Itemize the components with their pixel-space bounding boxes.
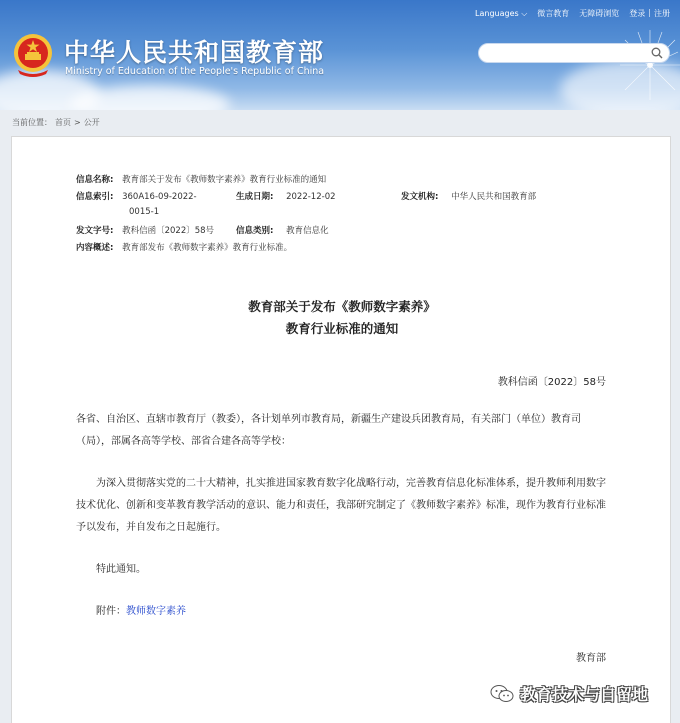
top-utility-bar <box>475 8 670 19</box>
meta-date-label: 生成日期: <box>236 192 274 202</box>
meta-category-value: 教育信息化 <box>286 226 329 236</box>
topbar-separator: | <box>648 8 651 17</box>
site-title-english: Ministry of Education of the People's Republic of China <box>65 66 325 77</box>
register-link[interactable]: 注册 <box>654 9 670 18</box>
chevron-down-icon: ⌵ <box>521 8 528 18</box>
languages-menu[interactable] <box>475 9 527 19</box>
document-title-line1: 教育部关于发布《教师数字素养》 <box>248 299 436 314</box>
search-input[interactable] <box>489 48 649 66</box>
meta-issuer-label: 发文机构: <box>401 192 439 202</box>
meta-name-value: 教育部关于发布《教师数字素养》教育行业标准的通知 <box>122 175 327 185</box>
document-number: 教科信函〔2022〕58号 <box>497 377 606 388</box>
breadcrumb-home-link[interactable]: 首页 <box>55 118 71 127</box>
login-link[interactable]: 登录 <box>629 9 646 18</box>
article-card <box>11 136 671 723</box>
attachment-link[interactable]: 教师数字素养 <box>126 606 186 617</box>
languages-label: Languages <box>475 8 519 18</box>
breadcrumb <box>12 117 100 128</box>
search-icon[interactable] <box>651 47 663 59</box>
document-title-line2: 教育行业标准的通知 <box>285 321 399 336</box>
site-header <box>0 0 680 110</box>
meta-index-value: 360A16-09-2022- <box>122 192 197 202</box>
meta-docno-value: 教科信函〔2022〕58号 <box>122 226 215 236</box>
signature: 教育部 <box>576 653 606 664</box>
watermark-text: 教育技术与自留地 <box>520 685 649 704</box>
meta-issuer-value: 中华人民共和国教育部 <box>451 192 537 202</box>
attachment-row <box>76 601 608 623</box>
attachment-label: 附件： <box>76 606 126 617</box>
meta-summary-label: 内容概述: <box>76 243 114 253</box>
notice-paragraph: 特此通知。 <box>76 564 146 575</box>
meta-docno-label: 发文字号: <box>76 226 114 236</box>
breadcrumb-current-link[interactable]: 公开 <box>83 118 100 127</box>
body-paragraph: 为深入贯彻落实党的二十大精神，扎实推进国家教育数字化战略行动，完善教育信息化标准体系，提升教师利用数字技术优化、创新和变革教育教学活动的意识、能力和责任，我部研究制定了《教师数字素养》标准，现作为教育行业标准予以发布，并自发布之日起施行。 <box>76 478 606 533</box>
addressee-paragraph: 各省、自治区、直辖市教育厅（教委），各计划单列市教育局，新疆生产建设兵团教育局，有关部门（单位）教育司（局），部属各高等学校、部省合建各高等学校： <box>76 414 581 447</box>
search-box <box>478 43 670 63</box>
meta-category-label: 信息类别: <box>236 226 274 236</box>
accessibility-link[interactable]: 无障碍浏览 <box>579 9 620 18</box>
meta-name-label: 信息名称: <box>76 175 114 185</box>
wechat-watermark <box>490 682 648 705</box>
meta-index-value-cont: 0015-1 <box>129 207 160 217</box>
breadcrumb-prefix: 当前位置： <box>12 118 52 127</box>
national-emblem-icon[interactable] <box>12 32 54 78</box>
site-title-chinese[interactable]: 中华人民共和国教育部 <box>64 38 325 67</box>
wechat-icon <box>490 684 514 704</box>
meta-date-value: 2022-12-02 <box>286 192 336 202</box>
weibo-link[interactable]: 微言教育 <box>537 9 570 18</box>
meta-summary-value: 教育部发布《教师数字素养》教育行业标准。 <box>122 243 293 253</box>
breadcrumb-arrow: > <box>74 118 81 127</box>
meta-index-label: 信息索引: <box>76 192 114 202</box>
